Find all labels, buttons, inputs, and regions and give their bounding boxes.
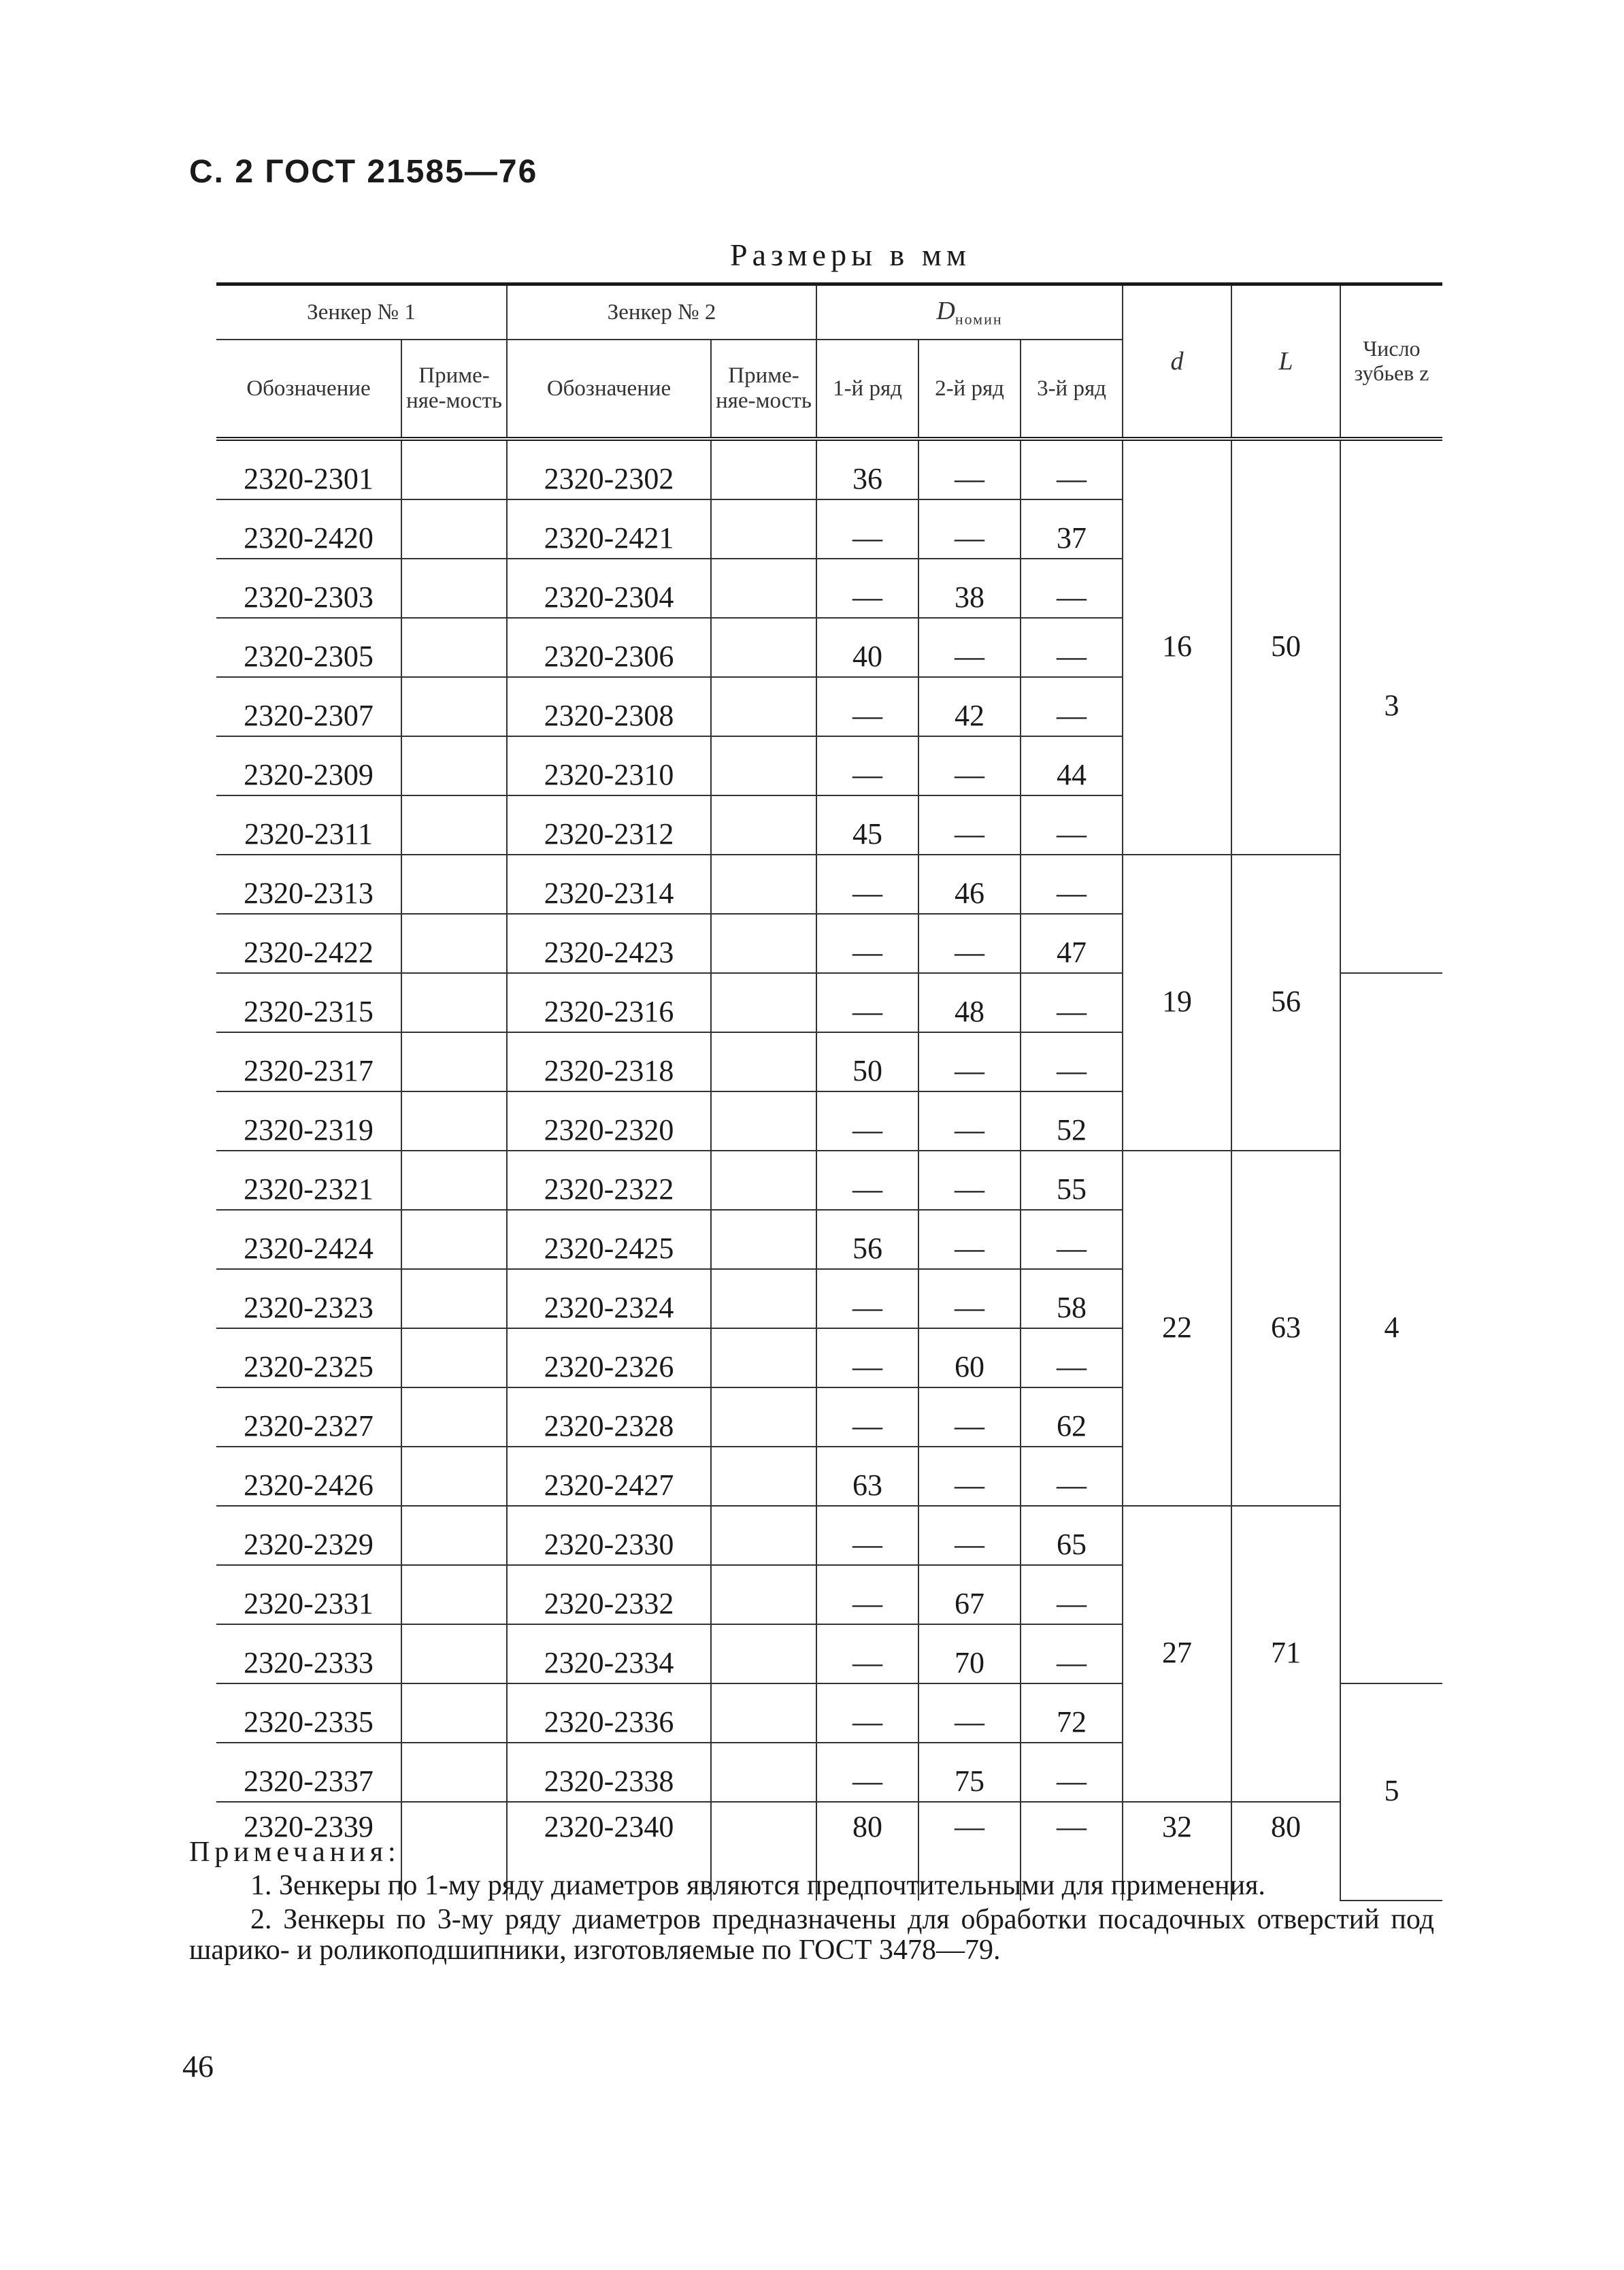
applicability-1-cell — [401, 736, 507, 795]
group-header-zenker-1: Зенкер № 1 — [216, 284, 507, 340]
designation-1-cell: 2320-2337 — [216, 1743, 401, 1802]
designation-2-cell: 2320-2306 — [507, 618, 711, 677]
applicability-2-cell — [711, 736, 816, 795]
applicability-2-cell — [711, 1387, 816, 1447]
diameter-row-1-cell: — — [816, 1565, 918, 1624]
designation-2-cell: 2320-2425 — [507, 1210, 711, 1269]
applicability-2-cell — [711, 795, 816, 855]
designation-2-cell: 2320-2334 — [507, 1624, 711, 1683]
designation-1-cell: 2320-2315 — [216, 973, 401, 1032]
header-applicability-1: Приме-няе-мость — [401, 340, 507, 439]
designation-1-cell: 2320-2329 — [216, 1506, 401, 1565]
designation-1-cell: 2320-2319 — [216, 1091, 401, 1151]
diameter-row-1-cell: — — [816, 1743, 918, 1802]
designation-2-cell: 2320-2330 — [507, 1506, 711, 1565]
diameter-row-1-cell: — — [816, 559, 918, 618]
d-value-cell: 16 — [1123, 439, 1231, 855]
L-value-cell: 80 — [1231, 1802, 1340, 1901]
dimensions-table — [216, 282, 1442, 1901]
applicability-2-cell — [711, 1743, 816, 1802]
designation-2-cell: 2320-2318 — [507, 1032, 711, 1091]
table-row — [216, 439, 1442, 499]
diameter-row-3-cell: — — [1021, 618, 1123, 677]
diameter-row-1-cell: 45 — [816, 795, 918, 855]
applicability-2-cell — [711, 1091, 816, 1151]
diameter-row-3-cell: — — [1021, 1328, 1123, 1387]
applicability-1-cell — [401, 973, 507, 1032]
applicability-1-cell — [401, 1743, 507, 1802]
applicability-2-cell — [711, 499, 816, 559]
designation-2-cell: 2320-2326 — [507, 1328, 711, 1387]
designation-1-cell: 2320-2327 — [216, 1387, 401, 1447]
table-row — [216, 855, 1442, 914]
designation-2-cell: 2320-2304 — [507, 559, 711, 618]
L-value-cell: 71 — [1231, 1506, 1340, 1802]
applicability-2-cell — [711, 855, 816, 914]
diameter-row-1-cell: — — [816, 1151, 918, 1210]
diameter-row-1-cell: — — [816, 1269, 918, 1328]
header-row-2: 2-й ряд — [918, 340, 1021, 439]
diameter-row-2-cell: 70 — [918, 1624, 1021, 1683]
designation-1-cell: 2320-2311 — [216, 795, 401, 855]
diameter-row-2-cell: — — [918, 1091, 1021, 1151]
diameter-row-1-cell: — — [816, 499, 918, 559]
designation-1-cell: 2320-2331 — [216, 1565, 401, 1624]
diameter-row-2-cell: — — [918, 1032, 1021, 1091]
diameter-row-3-cell: — — [1021, 1802, 1123, 1901]
diameter-row-2-cell: — — [918, 499, 1021, 559]
applicability-2-cell — [711, 439, 816, 499]
header-row-1: 1-й ряд — [816, 340, 918, 439]
diameter-row-2-cell: — — [918, 1210, 1021, 1269]
diameter-row-3-cell: 72 — [1021, 1683, 1123, 1743]
designation-2-cell: 2320-2322 — [507, 1151, 711, 1210]
header-d: d — [1123, 284, 1231, 440]
applicability-2-cell — [711, 1151, 816, 1210]
page-header: С. 2 ГОСТ 21585—76 — [189, 154, 538, 190]
applicability-1-cell — [401, 1506, 507, 1565]
diameter-row-1-cell: — — [816, 973, 918, 1032]
designation-2-cell: 2320-2332 — [507, 1565, 711, 1624]
applicability-1-cell — [401, 914, 507, 973]
diameter-row-3-cell: — — [1021, 1032, 1123, 1091]
designation-1-cell: 2320-2422 — [216, 914, 401, 973]
d-value-cell: 27 — [1123, 1506, 1231, 1802]
diameter-row-1-cell: 56 — [816, 1210, 918, 1269]
designation-1-cell: 2320-2339 — [216, 1802, 401, 1901]
diameter-row-2-cell: — — [918, 1506, 1021, 1565]
diameter-row-1-cell: — — [816, 1387, 918, 1447]
designation-2-cell: 2320-2310 — [507, 736, 711, 795]
diameter-row-1-cell: — — [816, 1624, 918, 1683]
diameter-row-3-cell: — — [1021, 973, 1123, 1032]
designation-1-cell: 2320-2424 — [216, 1210, 401, 1269]
applicability-2-cell — [711, 1032, 816, 1091]
group-header-zenker-2: Зенкер № 2 — [507, 284, 816, 340]
applicability-2-cell — [711, 559, 816, 618]
designation-1-cell: 2320-2317 — [216, 1032, 401, 1091]
designation-2-cell: 2320-2308 — [507, 677, 711, 736]
diameter-row-2-cell: 67 — [918, 1565, 1021, 1624]
diameter-row-3-cell: — — [1021, 1210, 1123, 1269]
diameter-row-2-cell: — — [918, 914, 1021, 973]
diameter-row-3-cell: — — [1021, 795, 1123, 855]
diameter-row-1-cell: — — [816, 736, 918, 795]
applicability-1-cell — [401, 1151, 507, 1210]
applicability-1-cell — [401, 677, 507, 736]
diameter-row-2-cell: — — [918, 795, 1021, 855]
applicability-2-cell — [711, 1328, 816, 1387]
diameter-row-2-cell: — — [918, 1269, 1021, 1328]
applicability-2-cell — [711, 1269, 816, 1328]
table-body — [216, 439, 1442, 1901]
diameter-row-2-cell: 75 — [918, 1743, 1021, 1802]
designation-2-cell: 2320-2427 — [507, 1447, 711, 1506]
designation-1-cell: 2320-2426 — [216, 1447, 401, 1506]
header-row-3: 3-й ряд — [1021, 340, 1123, 439]
header-code-1: Обозначение — [216, 340, 401, 439]
diameter-row-3-cell: 58 — [1021, 1269, 1123, 1328]
page-number: 46 — [182, 2049, 214, 2084]
designation-2-cell: 2320-2336 — [507, 1683, 711, 1743]
header-L: L — [1231, 284, 1340, 440]
header-teeth-count: Число зубьев z — [1340, 284, 1442, 440]
applicability-1-cell — [401, 795, 507, 855]
header-code-2: Обозначение — [507, 340, 711, 439]
applicability-2-cell — [711, 1683, 816, 1743]
applicability-1-cell — [401, 1447, 507, 1506]
designation-2-cell: 2320-2302 — [507, 439, 711, 499]
applicability-2-cell — [711, 677, 816, 736]
diameter-row-1-cell: 50 — [816, 1032, 918, 1091]
applicability-2-cell — [711, 1506, 816, 1565]
designation-1-cell: 2320-2325 — [216, 1328, 401, 1387]
applicability-1-cell — [401, 439, 507, 499]
diameter-row-3-cell: 44 — [1021, 736, 1123, 795]
designation-2-cell: 2320-2421 — [507, 499, 711, 559]
L-value-cell: 63 — [1231, 1151, 1340, 1506]
diameter-row-1-cell: 36 — [816, 439, 918, 499]
designation-2-cell: 2320-2312 — [507, 795, 711, 855]
diameter-row-3-cell: — — [1021, 677, 1123, 736]
applicability-2-cell — [711, 1447, 816, 1506]
diameter-row-2-cell: 38 — [918, 559, 1021, 618]
diameter-row-1-cell: — — [816, 1506, 918, 1565]
diameter-row-1-cell: 40 — [816, 618, 918, 677]
applicability-1-cell — [401, 1328, 507, 1387]
group-header-d-nominal — [816, 284, 1123, 340]
applicability-1-cell — [401, 855, 507, 914]
designation-2-cell: 2320-2338 — [507, 1743, 711, 1802]
designation-2-cell: 2320-2423 — [507, 914, 711, 973]
applicability-1-cell — [401, 618, 507, 677]
diameter-row-2-cell: — — [918, 439, 1021, 499]
applicability-2-cell — [711, 1565, 816, 1624]
applicability-2-cell — [711, 973, 816, 1032]
notes-block — [189, 1837, 1434, 1966]
header-applicability-2: Приме-няе-мость — [711, 340, 816, 439]
L-value-cell: 56 — [1231, 855, 1340, 1151]
designation-1-cell: 2320-2301 — [216, 439, 401, 499]
note-1: 1. Зенкеры по 1-му ряду диаметров являются предпочтительными для применения. — [250, 1870, 1265, 1902]
designation-2-cell: 2320-2320 — [507, 1091, 711, 1151]
designation-1-cell: 2320-2309 — [216, 736, 401, 795]
d-value-cell: 22 — [1123, 1151, 1231, 1506]
diameter-row-3-cell: 47 — [1021, 914, 1123, 973]
diameter-row-2-cell: 42 — [918, 677, 1021, 736]
teeth-count-cell: 4 — [1340, 973, 1442, 1683]
designation-1-cell: 2320-2323 — [216, 1269, 401, 1328]
designation-2-cell: 2320-2314 — [507, 855, 711, 914]
table-row — [216, 1151, 1442, 1210]
applicability-2-cell — [711, 618, 816, 677]
diameter-row-3-cell: 65 — [1021, 1506, 1123, 1565]
table-row — [216, 1506, 1442, 1565]
diameter-row-1-cell: 63 — [816, 1447, 918, 1506]
diameter-row-3-cell: 55 — [1021, 1151, 1123, 1210]
designation-1-cell: 2320-2313 — [216, 855, 401, 914]
designation-2-cell: 2320-2324 — [507, 1269, 711, 1328]
diameter-row-2-cell: — — [918, 1151, 1021, 1210]
applicability-2-cell — [711, 1210, 816, 1269]
applicability-1-cell — [401, 559, 507, 618]
table-caption: Размеры в мм — [730, 237, 971, 272]
d-value-cell: 32 — [1123, 1802, 1231, 1901]
diameter-row-2-cell: — — [918, 1447, 1021, 1506]
diameter-row-3-cell: — — [1021, 1624, 1123, 1683]
diameter-row-3-cell: — — [1021, 855, 1123, 914]
applicability-1-cell — [401, 1210, 507, 1269]
diameter-row-1-cell: — — [816, 855, 918, 914]
teeth-count-cell: 3 — [1340, 439, 1442, 973]
diameter-row-2-cell: — — [918, 736, 1021, 795]
note-2: 2. Зенкеры по 3-му ряду диаметров предназначены для обработки посадочных отверстий под шарико- и роликоподшипники, изготовляемые по ГОСТ 3478—79. — [189, 1903, 1434, 1967]
designation-1-cell: 2320-2420 — [216, 499, 401, 559]
diameter-row-1-cell: — — [816, 1091, 918, 1151]
diameter-row-3-cell: 62 — [1021, 1387, 1123, 1447]
diameter-row-1-cell: — — [816, 677, 918, 736]
applicability-1-cell — [401, 1032, 507, 1091]
diameter-row-2-cell: — — [918, 1802, 1021, 1901]
designation-1-cell: 2320-2333 — [216, 1624, 401, 1683]
diameter-row-3-cell: 37 — [1021, 499, 1123, 559]
diameter-row-1-cell: — — [816, 914, 918, 973]
diameter-row-2-cell: — — [918, 1387, 1021, 1447]
diameter-row-3-cell: — — [1021, 1565, 1123, 1624]
designation-2-cell: 2320-2340 — [507, 1802, 711, 1901]
applicability-1-cell — [401, 499, 507, 559]
designation-1-cell: 2320-2307 — [216, 677, 401, 736]
diameter-row-3-cell: — — [1021, 439, 1123, 499]
applicability-1-cell — [401, 1091, 507, 1151]
diameter-row-2-cell: 48 — [918, 973, 1021, 1032]
designation-2-cell: 2320-2328 — [507, 1387, 711, 1447]
applicability-2-cell — [711, 1624, 816, 1683]
diameter-row-3-cell: 52 — [1021, 1091, 1123, 1151]
applicability-1-cell — [401, 1683, 507, 1743]
diameter-row-3-cell: — — [1021, 559, 1123, 618]
diameter-row-2-cell: 60 — [918, 1328, 1021, 1387]
diameter-row-3-cell: — — [1021, 1447, 1123, 1506]
diameter-row-2-cell: 46 — [918, 855, 1021, 914]
notes-title: Примечания: — [189, 1837, 401, 1868]
applicability-1-cell — [401, 1387, 507, 1447]
designation-1-cell: 2320-2335 — [216, 1683, 401, 1743]
diameter-row-3-cell: — — [1021, 1743, 1123, 1802]
diameter-row-2-cell: — — [918, 1683, 1021, 1743]
designation-2-cell: 2320-2316 — [507, 973, 711, 1032]
diameter-row-1-cell: — — [816, 1328, 918, 1387]
d-nominal-sub: номин — [955, 310, 1003, 328]
diameter-row-2-cell: — — [918, 618, 1021, 677]
applicability-2-cell — [711, 914, 816, 973]
applicability-1-cell — [401, 1624, 507, 1683]
diameter-row-1-cell: 80 — [816, 1802, 918, 1901]
designation-1-cell: 2320-2303 — [216, 559, 401, 618]
L-value-cell: 50 — [1231, 439, 1340, 855]
d-nominal-main: D — [936, 296, 955, 325]
designation-1-cell: 2320-2305 — [216, 618, 401, 677]
applicability-1-cell — [401, 1565, 507, 1624]
d-value-cell: 19 — [1123, 855, 1231, 1151]
applicability-1-cell — [401, 1269, 507, 1328]
designation-1-cell: 2320-2321 — [216, 1151, 401, 1210]
diameter-row-1-cell: — — [816, 1683, 918, 1743]
teeth-count-cell: 5 — [1340, 1683, 1442, 1901]
